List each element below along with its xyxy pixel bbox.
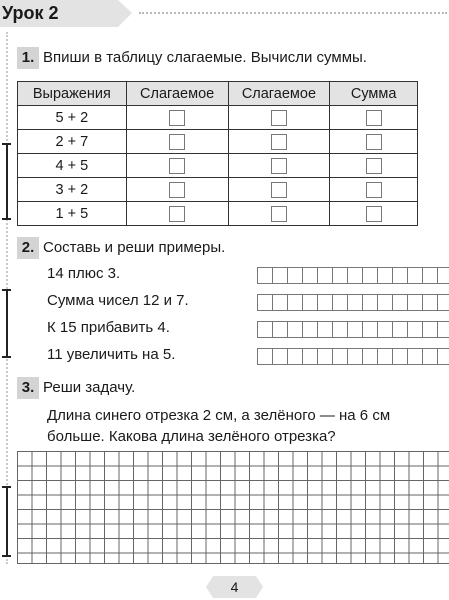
expression-cell: 1 + 5 [18,202,127,226]
answer-box[interactable] [366,182,382,198]
expression-cell: 2 + 7 [18,130,127,154]
binding-line-3 [6,486,8,556]
expression-cell: 5 + 2 [18,106,127,130]
problem-text [47,405,447,447]
table-row [18,106,418,130]
sum-cell [330,106,418,130]
binding-mark [2,218,11,220]
addend-2-cell [228,106,330,130]
col-header-expression: Выражения [18,82,127,106]
answer-box[interactable] [366,110,382,126]
answer-box[interactable] [169,110,185,126]
binding-mark [2,289,11,291]
example-text: 14 плюс 3. [47,265,121,282]
addend-2-cell [228,154,330,178]
table-row [18,178,418,202]
addend-1-cell [126,202,228,226]
binding-line-2 [6,289,8,357]
problem-line: больше. Какова длина зелёного отрезка? [47,428,336,445]
example-text: Сумма чисел 12 и 7. [47,292,189,309]
table-row [18,202,418,226]
task1-text: Впиши в таблицу слагаемые. Вычисли суммы. [43,49,367,66]
answer-box[interactable] [366,134,382,150]
addend-1-cell [126,178,228,202]
addend-2-cell [228,202,330,226]
task2-number: 2. [17,237,39,259]
example-text: К 15 прибавить 4. [47,319,170,336]
binding-line-1 [6,143,8,219]
task3-number: 3. [17,377,39,399]
answer-box[interactable] [271,134,287,150]
binding-mark [2,356,11,358]
lesson-title: Урок 2 [2,3,59,23]
addend-2-cell [228,130,330,154]
task3-text: Реши задачу. [43,379,136,396]
answer-box[interactable] [169,134,185,150]
sum-cell [330,202,418,226]
task2-text: Составь и реши примеры. [43,239,226,256]
table-row [18,154,418,178]
binding-mark [2,143,11,145]
answer-cells[interactable] [257,348,449,365]
task1-number: 1. [17,47,39,69]
answer-box[interactable] [271,182,287,198]
table-header-row [18,82,418,106]
sum-cell [330,130,418,154]
addend-1-cell [126,130,228,154]
header-dotted-rule [139,12,447,14]
task1-heading [17,47,367,69]
col-header-sum: Сумма [330,82,418,106]
answer-box[interactable] [271,206,287,222]
addend-1-cell [126,106,228,130]
answer-cells[interactable] [257,267,449,284]
binding-mark [2,555,11,557]
answer-box[interactable] [366,206,382,222]
col-header-addend-2: Слагаемое [228,82,330,106]
answer-box[interactable] [169,206,185,222]
answer-box[interactable] [169,182,185,198]
answer-box[interactable] [271,158,287,174]
answer-grid[interactable] [17,451,449,564]
sum-cell [330,178,418,202]
sums-table [17,81,418,226]
task3-heading [17,377,135,399]
addend-1-cell [126,154,228,178]
expression-cell: 3 + 2 [18,178,127,202]
example-text: 11 увеличить на 5. [47,346,176,363]
answer-cells[interactable] [257,321,449,338]
answer-cells[interactable] [257,294,449,311]
addend-2-cell [228,178,330,202]
col-header-addend-1: Слагаемое [126,82,228,106]
page-number: 4 [230,579,239,595]
answer-box[interactable] [366,158,382,174]
problem-line: Длина синего отрезка 2 см, а зелёного — на 6 см [47,407,391,424]
expression-cell: 4 + 5 [18,154,127,178]
task2-heading [17,237,225,259]
sum-cell [330,154,418,178]
answer-box[interactable] [169,158,185,174]
table-row [18,130,418,154]
binding-mark [2,486,11,488]
answer-box[interactable] [271,110,287,126]
